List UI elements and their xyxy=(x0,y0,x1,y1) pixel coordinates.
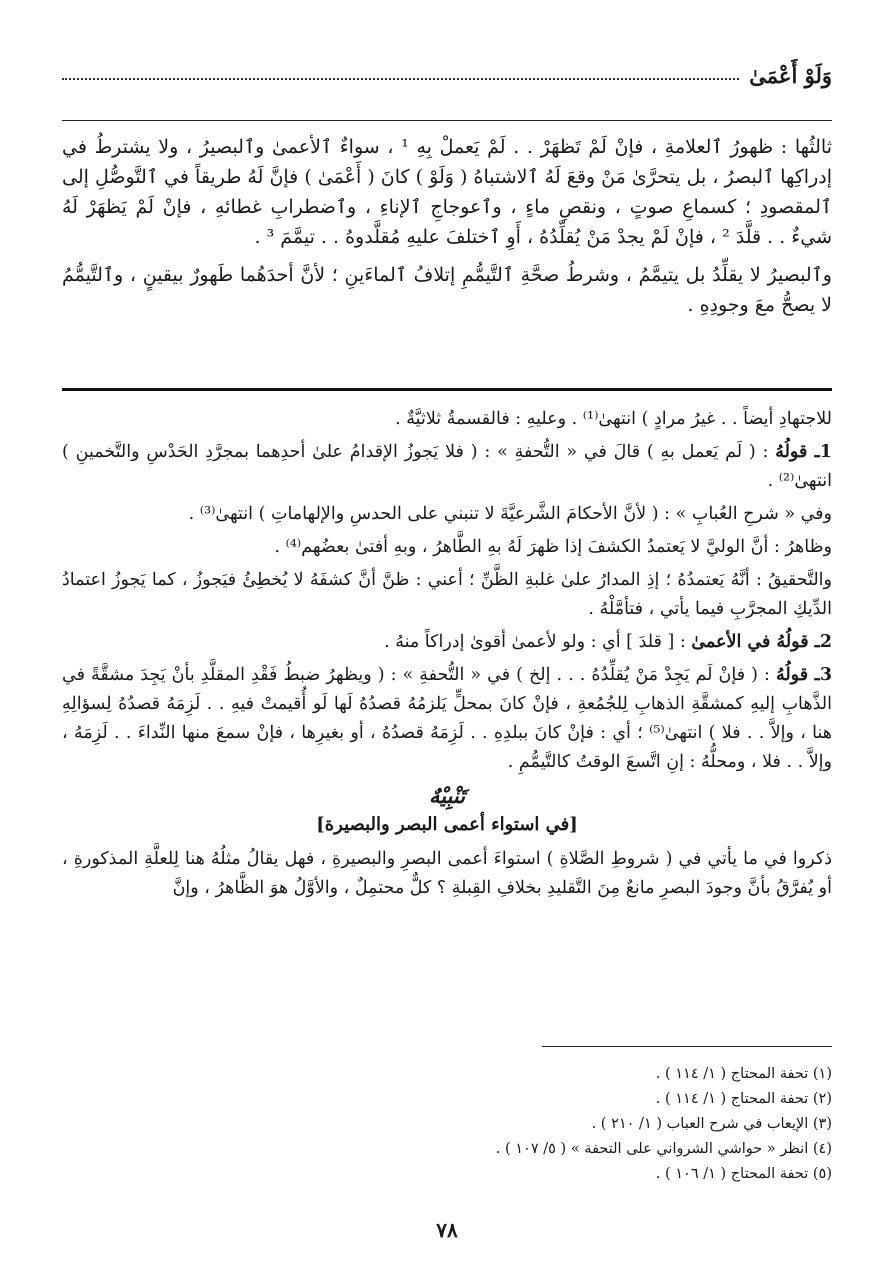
commentary-note xyxy=(62,438,832,496)
note-label: 1ـ قولُهُ xyxy=(775,442,832,462)
dotted-leader xyxy=(62,78,739,80)
footnote: (٣) الإيعاب في شرح العباب ( ١/ ٢١٠ ) . xyxy=(591,1116,832,1132)
commentary-note xyxy=(62,661,832,777)
commentary-note xyxy=(62,628,832,657)
commentary-paragraph: ذكروا في ما يأتي في ( شروطِ الصَّلاةِ ) استواءَ أعمى البصرِ والبصيرةِ ، فهل يقالُ مثلُهُ هنا لِلعلَّةِ المذكورةِ ، أو يُفرَّقُ بأنَّ وجودَ البصرِ مانعٌ مِنَ التَّقليدِ بخلافِ القِبلةِ ؟ كلٌّ محتمِلٌ ، والأوَّلُ هوَ الظَّاهرُ ، وإنَّ xyxy=(62,849,832,898)
main-text-paragraph: وٱلبصيرُ لا يقلِّدُ بل يتيمَّمُ ، وشرطُ صحَّةِ ٱلتَّيمُّمِ إتلافُ ٱلماءَينِ ؛ لأنَّ أحدَهُما طَهورٌ بيقينٍ ، وٱلتَّيمُّمُ لا يصحُّ معَ وجودِهِ . xyxy=(62,264,832,316)
tanbih-heading: تَنْبِيْهٌ xyxy=(428,783,466,808)
commentary-divider xyxy=(62,388,832,391)
commentary-paragraph: وظاهرُ : أنَّ الوليَّ لا يَعتمدُ الكشفَ إذا ظهرَ لَهُ بهِ الطَّاهرُ ، وبهِ أفتىٰ بعضُهم⁽⁴⁾ . xyxy=(274,537,832,557)
page-number: ٧٨ xyxy=(436,1218,458,1242)
note-text: : ( فإنْ لَم يَجِدْ مَنْ يُقلِّدُهُ . . . إلخ ) في « التُّحفةِ » : ( ويظهرُ ضبطُ فَقْدِ المقلَّدِ بأنْ يَجِدَ مشقَّةً في الذَّهابِ إليهِ كمشقَّةِ الذهابِ لِلجُمُعةِ ، فإنْ كانَ بمحلٍّ يَلزمُهُ قصدُهُ لَها لَو أُقيمتْ فيهِ . . لَزِمَهُ قصدُهُ لِسؤالِهِ هنا ، وإلاَّ . . فلا ) انتهىٰ⁽⁵⁾ ؛ أي : فإنْ كانَ ببلدِهِ . . لَزِمَهُ قصدُهُ ، أو بغيرِها ، فإنْ سمعَ منها النِّداءَ . . لَزِمَهُ ، وإلاَّ . . فلا ، ومحلُّهُ : إنِ اتَّسعَ الوقتُ كالتَّيمُّمِ . xyxy=(62,665,832,772)
main-text xyxy=(62,132,832,328)
running-head xyxy=(62,58,832,92)
footnote: (٥) تحفة المحتاج ( ١/ ١٠٦ ) . xyxy=(655,1166,832,1182)
tanbih-subtitle: [في استواء أعمى البصر والبصيرة] xyxy=(316,814,578,835)
commentary-paragraph: والتَّحقيقُ : أنَّهُ يَعتمدُهُ ؛ إذِ المدارُ علىٰ غلبةِ الظَّنِّ ؛ أعني : ظنَّ أنَّ كشفَهُ لا يُخطِئُ فيَجوزُ ، كما يَجوزُ اعتمادُ الدِّيكِ المجرَّبِ فيما يأتي ، فتأمَّلْهُ . xyxy=(62,570,832,619)
book-page xyxy=(62,0,832,1267)
commentary-paragraph: للاجتهادِ أيضاً . . غيرُ مرادٍ ) انتهىٰ⁽¹⁾ . وعليهِ : فالقسمةُ ثلاثيَّةٌ . xyxy=(395,409,832,429)
footnotes xyxy=(62,1062,832,1187)
running-head-title: وَلَوْ أَعْمَىٰ xyxy=(749,62,832,88)
commentary xyxy=(62,405,832,907)
note-label: 2ـ قولُهُ في الأعمىٰ xyxy=(691,632,832,652)
note-label: 3ـ قولُهُ xyxy=(775,665,832,685)
header-rule xyxy=(62,120,832,121)
footnote: (٤) انظر « حواشي الشرواني على التحفة » ( ٥/ ١٠٧ ) . xyxy=(495,1141,832,1157)
commentary-paragraph: وفي « شرحِ العُبابِ » : ( لأنَّ الأحكامَ الشَّرعيَّةَ لا تنبني على الحدسِ والإلهاماتِ ) انتهىٰ⁽³⁾ . xyxy=(188,504,832,524)
main-text-paragraph: ثالثُها : ظهورُ ٱلعلامةِ ، فإنْ لَمْ تَظهَرْ . . لَمْ يَعملْ بِهِ ¹ ، سواءٌ ٱلأعمىٰ وٱلبصيرُ ، ولا يشترطُ في إدراكِها ٱلبصرُ ، بل يتحرَّىٰ مَنْ وقعَ لَهُ ٱلاشتباهُ ( وَلَوْ ) كانَ ( أَعْمَىٰ ) فإنَّ لَهُ طريقاً في ٱلتَّوصُّلِ إلى ٱلمقصودِ ؛ كسماعِ صوتٍ ، ونقصِ ماءٍ ، وٱعوجاجِ ٱلإناءِ ، وٱضطرابِ غطائهِ ، فإنْ لَمْ يَظهَرْ لَهُ شيءٌ . . قلَّدَ ² ، فإنْ لَمْ يجدْ مَنْ يُقلِّدُهُ ، أَوِ ٱختلفَ عليهِ مُقلَّدوهُ . . تيمَّمَ ³ . xyxy=(62,136,833,248)
note-text: : [ قلدَ ] أي : ولو لأعمىٰ أقوىٰ إدراكاً منهُ . xyxy=(384,632,686,652)
footnote: (١) تحفة المحتاج ( ١/ ١١٤ ) . xyxy=(655,1066,832,1082)
note-text: : ( لَم يَعمل بهِ ) قالَ في « التُّحفةِ » : ( فلا يَجوزُ الإقدامُ علىٰ أحدِهما بمجرَّدِ الحَدْسِ والتَّخمينِ ) انتهىٰ⁽²⁾ . xyxy=(62,442,832,491)
footnote-rule xyxy=(542,1046,832,1047)
footnote: (٢) تحفة المحتاج ( ١/ ١١٤ ) . xyxy=(655,1091,832,1107)
